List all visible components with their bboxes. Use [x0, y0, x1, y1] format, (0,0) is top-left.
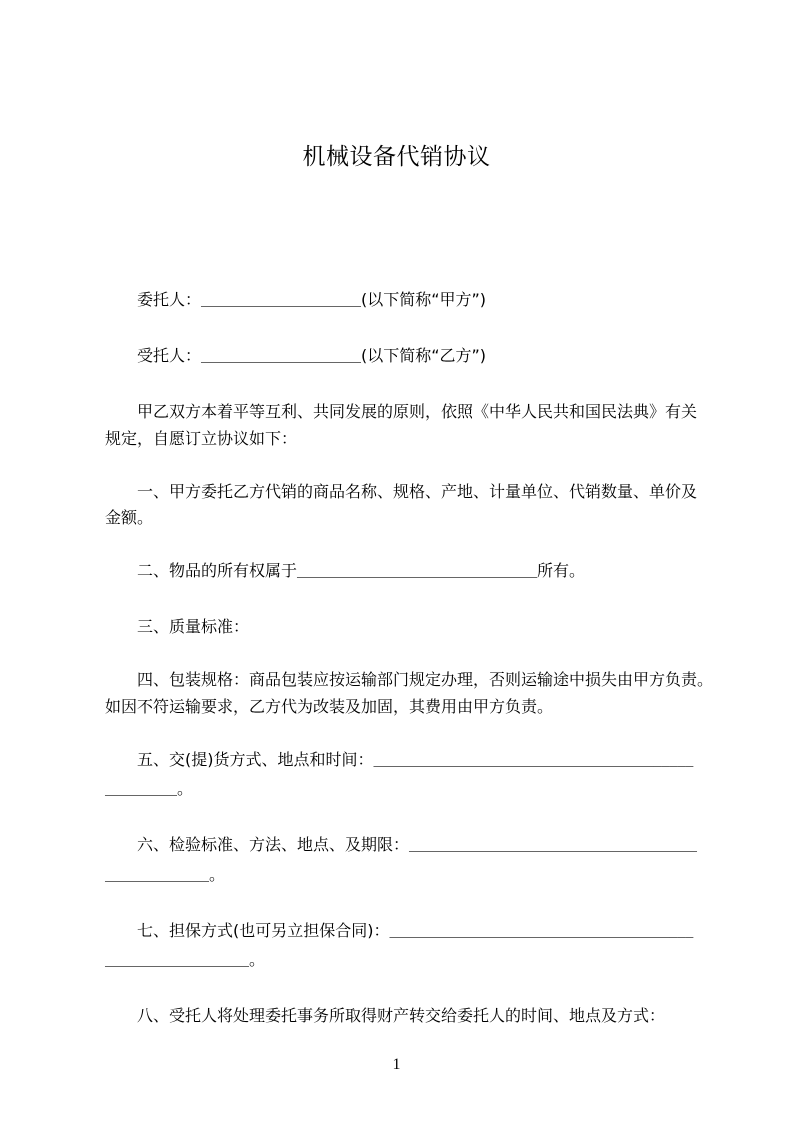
clause-5 [105, 747, 715, 806]
clause-7-suffix: 。 [248, 950, 265, 969]
document-title: 机械设备代销协议 [302, 144, 491, 170]
clause-2-blank: ______________________________ [297, 566, 537, 581]
principal-suffix: (以下简称“甲方”) [360, 290, 487, 309]
clause-7-blank-2: __________________ [105, 955, 249, 970]
clause-2-suffix: 所有。 [536, 561, 585, 580]
clause-2-prefix: 二、物品的所有权属于 [137, 561, 298, 580]
agent-blank: ____________________ [201, 351, 361, 366]
clause-5-prefix: 五、交(提)货方式、地点和时间： [137, 749, 374, 769]
clause-6-suffix: 。 [208, 864, 225, 884]
clause-1-line-1: 一、甲方委托乙方代销的商品名称、规格、产地、计量单位、代销数量、单价及 [137, 481, 698, 501]
clause-6 [105, 832, 715, 891]
principal-line [105, 287, 715, 317]
clause-1-line-2: 金额。 [105, 508, 154, 527]
principal-label: 委托人： [137, 290, 202, 309]
clause-3-text: 三、质量标准： [137, 617, 250, 636]
preamble-paragraph [105, 399, 715, 452]
clause-7-blank-1: ______________________________________ [389, 925, 694, 941]
clause-8-text: 八、受托人将处理委托事务所取得财产转交给委托人的时间、地点及方式： [137, 1006, 666, 1025]
agent-label: 受托人： [137, 346, 202, 365]
agent-line [105, 343, 715, 373]
agent-suffix: (以下简称“乙方”) [360, 346, 487, 365]
clause-5-blank-2: _________ [105, 784, 177, 799]
clause-3 [105, 614, 715, 641]
clause-7-prefix: 七、担保方式(也可另立担保合同)： [137, 920, 390, 940]
clause-4-line-2: 如因不符运输要求，乙方代为改装及加固，其费用由甲方负责。 [105, 696, 554, 716]
clause-1 [105, 479, 715, 532]
principal-blank: ____________________ [201, 295, 361, 310]
preamble-line-2: 规定，自愿订立协议如下： [105, 428, 298, 448]
clause-6-blank-2: _____________ [105, 869, 209, 885]
clause-4 [105, 667, 715, 720]
clause-5-blank-1: ________________________________________ [373, 754, 694, 770]
clause-6-blank-1: ____________________________________ [409, 840, 697, 855]
clause-2 [105, 558, 715, 588]
clause-5-suffix: 。 [176, 779, 193, 798]
clause-8 [105, 1003, 715, 1030]
clause-4-line-1: 四、包装规格：商品包装应按运输部门规定办理，否则运输途中损失由甲方负责。 [137, 670, 714, 689]
page-number: 1 [392, 1056, 401, 1073]
preamble-line-1: 甲乙双方本着平等互利、共同发展的原则，依照《中华人民共和国民法典》有关 [137, 402, 698, 421]
clause-6-prefix: 六、检验标准、方法、地点、及期限： [137, 835, 410, 854]
agreement-body [105, 287, 715, 1056]
clause-7 [105, 918, 715, 977]
